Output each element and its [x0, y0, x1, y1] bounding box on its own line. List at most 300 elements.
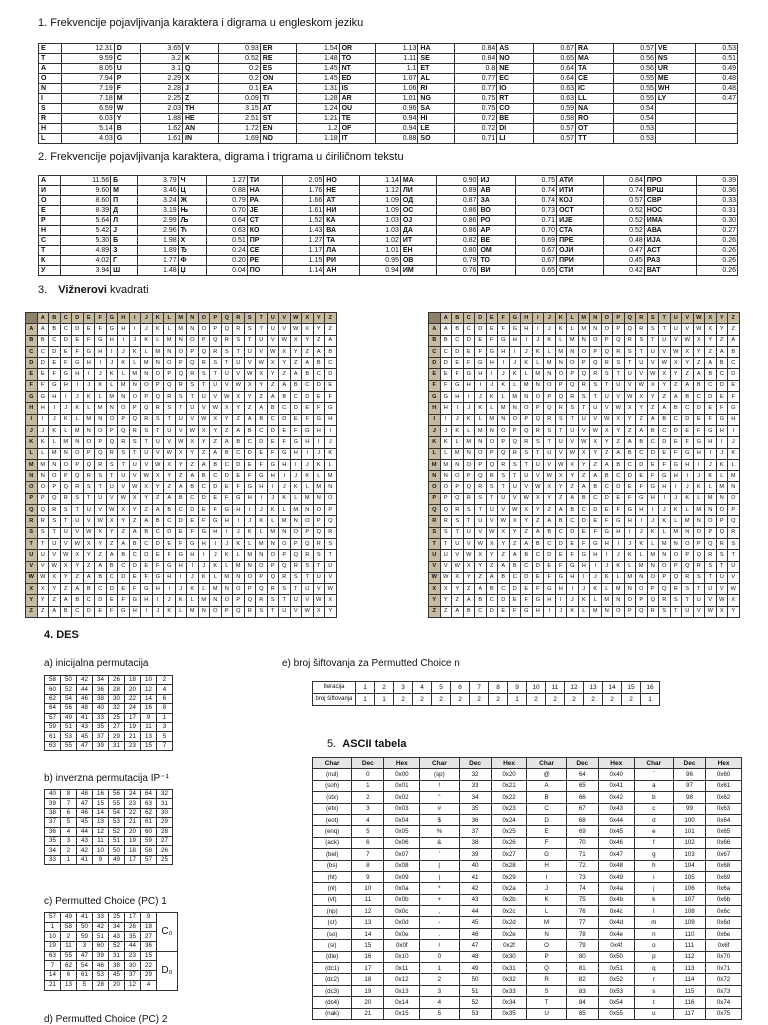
vigenere-cell: G	[152, 572, 164, 583]
vigenere-header-cell: G	[106, 313, 118, 324]
vigenere-cell: V	[313, 584, 325, 595]
table-cell: 1.72	[218, 124, 260, 134]
table-cell: 7	[61, 799, 77, 808]
vigenere-cell: C	[72, 606, 84, 617]
vigenere-cell: F	[302, 414, 314, 425]
vigenere-cell: Y	[475, 561, 487, 572]
vigenere-cell: B	[221, 448, 233, 459]
table-cell: R	[39, 114, 62, 124]
vigenere-cell: F	[325, 392, 337, 403]
table-cell: s	[634, 985, 673, 996]
table-cell: NG	[418, 94, 455, 104]
table-cell: (dc2)	[313, 974, 352, 985]
vigenere-cell: W	[682, 335, 694, 346]
vigenere-cell: D	[256, 437, 268, 448]
vigenere-row	[26, 505, 337, 516]
vigenere-header-cell: L	[567, 313, 579, 324]
vigenere-cell: T	[175, 403, 187, 414]
vigenere-cell: U	[106, 482, 118, 493]
vigenere-cell: T	[613, 369, 625, 380]
vigenere-cell: S	[83, 482, 95, 493]
table-cell: 20	[125, 827, 141, 836]
vigenere-cell: N	[498, 414, 510, 425]
vigenere-header-cell: A	[37, 313, 49, 324]
table-cell: BE	[497, 114, 534, 124]
vigenere-cell: V	[613, 392, 625, 403]
vigenere-cell: W	[152, 459, 164, 470]
vigenere-cell: Y	[175, 459, 187, 470]
vigenere-header-cell: K	[555, 313, 567, 324]
vigenere-cell: O	[440, 482, 452, 493]
vigenere-cell: D	[244, 448, 256, 459]
table-cell: CE	[576, 74, 614, 84]
vigenere-cell: U	[659, 335, 671, 346]
vigenere-cell: J	[221, 538, 233, 549]
table-cell: 15	[141, 951, 157, 961]
table-cell: 12.31	[61, 44, 114, 54]
vigenere-cell: J	[279, 482, 291, 493]
vigenere-row-header: Y	[429, 595, 441, 606]
table-cell: 42	[93, 922, 109, 932]
vigenere-cell: M	[233, 561, 245, 572]
table-cell: 8	[157, 704, 173, 713]
vigenere-cell: R	[129, 425, 141, 436]
table-cell: 6	[61, 971, 77, 981]
table-cell: 100	[673, 814, 705, 825]
vigenere-cell: B	[72, 595, 84, 606]
shift-cell: 2	[489, 694, 508, 706]
table-cell: Д	[111, 206, 137, 216]
vigenere-cell: K	[233, 538, 245, 549]
vigenere-row-header: C	[26, 346, 38, 357]
vigenere-row	[429, 358, 740, 369]
table-row	[313, 883, 742, 894]
shift-cell: 2	[565, 694, 584, 706]
vigenere-cell: K	[72, 403, 84, 414]
table-cell: 22	[141, 961, 157, 971]
iteration-cell: 10	[527, 682, 546, 694]
vigenere-cell: Q	[325, 516, 337, 527]
vigenere-cell: A	[187, 471, 199, 482]
table-cell: X	[183, 74, 219, 84]
table-cell: 9	[141, 713, 157, 722]
vigenere-cell: M	[210, 584, 222, 595]
vigenere-cell: M	[498, 403, 510, 414]
vigenere-cell: Z	[325, 324, 337, 335]
vigenere-cell: Y	[83, 550, 95, 561]
table-cell: E	[527, 826, 566, 837]
vigenere-cell: W	[659, 358, 671, 369]
vigenere-cell: F	[49, 369, 61, 380]
table-cell: 0.56	[613, 54, 655, 64]
table-cell: 70	[566, 837, 598, 848]
table-cell: 18	[125, 846, 141, 855]
table-cell: 3	[61, 836, 77, 845]
vigenere-cell: E	[647, 459, 659, 470]
vigenere-header-cell: B	[452, 313, 464, 324]
vigenere-cell: V	[452, 550, 464, 561]
vigenere-cell: X	[624, 403, 636, 414]
vigenere-cell: A	[279, 380, 291, 391]
vigenere-cell: V	[705, 595, 717, 606]
table-cell: #	[420, 803, 459, 814]
vigenere-cell: S	[267, 595, 279, 606]
table-cell: EC	[497, 74, 534, 84]
vigenere-cell: S	[682, 584, 694, 595]
vigenere-row	[429, 392, 740, 403]
vigenere-cell: J	[83, 380, 95, 391]
vigenere-cell: L	[95, 392, 107, 403]
table-row	[45, 722, 173, 731]
vigenere-cell: F	[118, 595, 130, 606]
table-cell: 0x69	[706, 871, 742, 882]
table-row	[45, 713, 173, 722]
table-cell: 45	[459, 917, 491, 928]
vigenere-cell: Z	[244, 403, 256, 414]
vigenere-cell: R	[210, 346, 222, 357]
table-cell: &	[420, 837, 459, 848]
vigenere-cell: X	[521, 505, 533, 516]
vigenere-cell: Q	[509, 437, 521, 448]
vigenere-cell: G	[682, 448, 694, 459]
vigenere-cell: C	[60, 324, 72, 335]
table-cell: 72	[566, 860, 598, 871]
vigenere-cell: E	[452, 358, 464, 369]
vigenere-cell: T	[152, 425, 164, 436]
iteration-cell: 4	[413, 682, 432, 694]
table-cell: 4	[61, 827, 77, 836]
table-cell: j	[634, 883, 673, 894]
vigenere-cell: F	[198, 516, 210, 527]
vigenere-cell: X	[613, 414, 625, 425]
table-cell: 103	[673, 849, 705, 860]
vigenere-cell: A	[716, 346, 728, 357]
vigenere-header-cell: D	[475, 313, 487, 324]
vigenere-cell: L	[106, 380, 118, 391]
table-cell: 0.76	[437, 266, 478, 276]
table-row	[313, 780, 742, 791]
vigenere-cell: R	[187, 369, 199, 380]
vigenere-cell: Q	[498, 448, 510, 459]
table-cell: 36	[45, 827, 61, 836]
vigenere-row	[26, 538, 337, 549]
vigenere-cell: L	[233, 550, 245, 561]
vigenere-cell: O	[521, 403, 533, 414]
vigenere-cell: D	[198, 493, 210, 504]
vigenere-cell: P	[60, 471, 72, 482]
vigenere-cell: W	[313, 595, 325, 606]
vigenere-row	[26, 561, 337, 572]
table-cell: Ч	[178, 176, 206, 186]
vigenere-cell: M	[716, 482, 728, 493]
table-cell: АТИ	[557, 176, 604, 186]
table-cell: Ш	[111, 266, 137, 276]
table-cell: 0.24	[206, 246, 247, 256]
vigenere-cell: O	[613, 606, 625, 617]
vigenere-cell: G	[279, 448, 291, 459]
table-cell: T	[527, 997, 566, 1008]
table-cell: 110	[673, 928, 705, 939]
vigenere-cell: R	[705, 550, 717, 561]
vigenere-cell: E	[716, 392, 728, 403]
table-cell: 0.72	[454, 124, 496, 134]
table-cell: 0x04	[384, 814, 420, 825]
vigenere-cell: A	[475, 584, 487, 595]
table-cell: P	[527, 951, 566, 962]
vigenere-cell: P	[636, 595, 648, 606]
vigenere-cell: G	[49, 380, 61, 391]
vigenere-cell: V	[95, 505, 107, 516]
vigenere-row	[429, 482, 740, 493]
table-cell: 0.82	[437, 236, 478, 246]
vigenere-cell: A	[37, 324, 49, 335]
vigenere-cell: A	[509, 550, 521, 561]
table-cell: МА	[400, 176, 437, 186]
table-cell: *	[420, 883, 459, 894]
vigenere-cell: C	[152, 527, 164, 538]
table-cell: IO	[497, 84, 534, 94]
table-cell: 19	[125, 836, 141, 845]
vigenere-cell: B	[716, 358, 728, 369]
table-cell: ME	[655, 74, 695, 84]
vigenere-cell: I	[567, 584, 579, 595]
table-cell: ЛИ	[400, 186, 437, 196]
vigenere-cell: O	[601, 324, 613, 335]
vigenere-cell: J	[233, 527, 245, 538]
vigenere-cell: G	[302, 425, 314, 436]
table-cell: AN	[183, 124, 219, 134]
table-cell: '	[420, 849, 459, 860]
table-cell: 29	[157, 818, 173, 827]
vigenere-cell: N	[302, 505, 314, 516]
vigenere-cell: J	[521, 346, 533, 357]
table-cell: ОСТ	[557, 206, 604, 216]
vigenere-cell: A	[578, 482, 590, 493]
table-cell: 4	[141, 980, 157, 990]
iteration-cell: 15	[622, 682, 641, 694]
vigenere-cell: E	[267, 437, 279, 448]
table-cell: MA	[576, 54, 614, 64]
table-cell: .	[420, 928, 459, 939]
vigenere-cell: T	[290, 584, 302, 595]
table-cell: 0x66	[706, 837, 742, 848]
vigenere-cell: D	[544, 550, 556, 561]
vigenere-cell: Z	[302, 346, 314, 357]
vigenere-header-cell: Q	[624, 313, 636, 324]
table-cell: Z	[183, 94, 219, 104]
vigenere-cell: X	[152, 471, 164, 482]
table-row	[39, 64, 738, 74]
table-row	[45, 799, 173, 808]
section-1-title: 1. Frekvencije pojavljivanja karaktera i digrama u engleskom jeziku	[38, 17, 364, 29]
table-cell	[655, 114, 695, 124]
vigenere-cell: H	[486, 358, 498, 369]
table-cell: 0x2a	[491, 883, 527, 894]
vigenere-cell: D	[728, 369, 740, 380]
table-cell: 26	[157, 846, 173, 855]
vigenere-cell: P	[624, 606, 636, 617]
vigenere-row-header: Q	[26, 505, 38, 516]
table-row	[313, 963, 742, 974]
table-cell: 47	[77, 799, 93, 808]
vigenere-cell: P	[590, 346, 602, 357]
table-cell: LI	[497, 134, 534, 144]
table-cell: РЕ	[247, 256, 282, 266]
vigenere-cell: N	[141, 369, 153, 380]
vigenere-cell: K	[37, 437, 49, 448]
table-cell: НА	[247, 186, 282, 196]
table-cell: 15	[141, 741, 157, 750]
table-cell: ND	[260, 134, 297, 144]
vigenere-cell: D	[83, 606, 95, 617]
vigenere-cell: X	[267, 358, 279, 369]
table-cell: 0x72	[706, 974, 742, 985]
vigenere-cell: X	[498, 527, 510, 538]
vigenere-row	[429, 403, 740, 414]
table-row	[45, 818, 173, 827]
table-cell: 1.89	[137, 246, 178, 256]
vigenere-cell: Z	[532, 516, 544, 527]
vigenere-cell: P	[601, 335, 613, 346]
table-cell: RI	[418, 84, 455, 94]
table-cell: 0x2f	[491, 940, 527, 951]
table-cell: (so)	[313, 928, 352, 939]
vigenere-cell: V	[60, 538, 72, 549]
vigenere-row	[429, 516, 740, 527]
table-cell: 27	[109, 722, 125, 731]
vigenere-cell: N	[37, 471, 49, 482]
table-cell: 29	[141, 971, 157, 981]
vigenere-cell: R	[590, 369, 602, 380]
vigenere-cell: C	[532, 550, 544, 561]
table-cell: @	[527, 769, 566, 780]
table-row	[39, 124, 738, 134]
vigenere-cell: K	[198, 572, 210, 583]
vigenere-row-header: F	[26, 380, 38, 391]
table-cell: TO	[339, 54, 376, 64]
table-cell: 3.19	[137, 206, 178, 216]
vigenere-row	[26, 493, 337, 504]
table-cell: SA	[418, 104, 455, 114]
vigenere-cell: L	[716, 471, 728, 482]
table-cell: КА	[324, 216, 360, 226]
vigenere-cell: M	[221, 572, 233, 583]
vigenere-cell: S	[486, 482, 498, 493]
vigenere-row-header: S	[26, 527, 38, 538]
table-cell: У	[39, 266, 61, 276]
vigenere-cell: S	[659, 606, 671, 617]
table-cell: 0.89	[437, 186, 478, 196]
table-cell: КОЈ	[557, 196, 604, 206]
vigenere-cell: N	[95, 414, 107, 425]
table-cell: 0.94	[359, 266, 400, 276]
vigenere-cell: A	[233, 425, 245, 436]
table-cell: 1	[45, 922, 61, 932]
vigenere-cell: V	[567, 437, 579, 448]
vigenere-cell: P	[37, 493, 49, 504]
table-cell: 0x27	[491, 849, 527, 860]
table-cell: 53	[459, 1008, 491, 1019]
table-cell: 1.11	[376, 54, 418, 64]
table-cell: 3.24	[137, 196, 178, 206]
vigenere-cell: K	[705, 471, 717, 482]
vigenere-cell: C	[682, 403, 694, 414]
vigenere-cell: Z	[164, 482, 176, 493]
vigenere-cell: W	[521, 493, 533, 504]
vigenere-header-cell: I	[532, 313, 544, 324]
vigenere-cell: A	[670, 392, 682, 403]
vigenere-cell: E	[95, 606, 107, 617]
table-cell: ДА	[400, 226, 437, 236]
table-cell: AL	[418, 74, 455, 84]
table-cell: 0x01	[384, 780, 420, 791]
vigenere-cell: M	[325, 471, 337, 482]
table-cell: 0x67	[706, 849, 742, 860]
vigenere-cell: W	[590, 425, 602, 436]
vigenere-cell: C	[37, 346, 49, 357]
table-cell: 33	[93, 913, 109, 923]
vigenere-cell: X	[198, 425, 210, 436]
table-cell: TH	[183, 104, 219, 114]
vigenere-row-header: R	[26, 516, 38, 527]
vigenere-cell: U	[279, 606, 291, 617]
table-cell: OF	[339, 124, 376, 134]
table-cell: 0x43	[598, 803, 634, 814]
ascii-header-cell: Hex	[491, 758, 527, 769]
table-cell: o	[634, 940, 673, 951]
table-cell: 117	[673, 1008, 705, 1019]
table-cell: H	[39, 124, 62, 134]
vigenere-cell: Q	[590, 358, 602, 369]
table-cell: 30	[125, 961, 141, 971]
table-cell: B	[114, 124, 140, 134]
vigenere-cell: X	[83, 538, 95, 549]
vigenere-cell: W	[279, 335, 291, 346]
shift-cell: 1	[356, 694, 375, 706]
vigenere-header-cell: M	[578, 313, 590, 324]
vigenere-cell: O	[693, 527, 705, 538]
vigenere-cell: K	[463, 414, 475, 425]
table-cell: 23	[125, 741, 141, 750]
vigenere-cell: A	[256, 403, 268, 414]
vigenere-cell: A	[164, 493, 176, 504]
iteration-cell: 2	[375, 682, 394, 694]
table-cell: 0.30	[696, 216, 737, 226]
vigenere-cell: A	[555, 505, 567, 516]
vigenere-cell: Z	[72, 572, 84, 583]
vigenere-cell: J	[244, 516, 256, 527]
vigenere-cell: H	[244, 493, 256, 504]
vigenere-cell: U	[267, 324, 279, 335]
vigenere-cell: I	[659, 493, 671, 504]
table-cell: 13	[352, 917, 384, 928]
table-cell: 0.71	[516, 216, 557, 226]
vigenere-cell: T	[670, 606, 682, 617]
vigenere-cell: Q	[267, 572, 279, 583]
vigenere-cell: L	[578, 606, 590, 617]
table-cell: 0.52	[603, 216, 644, 226]
vigenere-cell: Q	[532, 414, 544, 425]
vigenere-cell: Z	[624, 425, 636, 436]
vigenere-cell: S	[521, 448, 533, 459]
table-cell: 0x71	[706, 963, 742, 974]
table-cell: ИЈЕ	[557, 216, 604, 226]
vigenere-header-cell: H	[521, 313, 533, 324]
table-cell: К	[39, 256, 61, 266]
table-cell: 12	[352, 906, 384, 917]
table-cell	[655, 134, 695, 144]
vigenere-cell: I	[578, 572, 590, 583]
